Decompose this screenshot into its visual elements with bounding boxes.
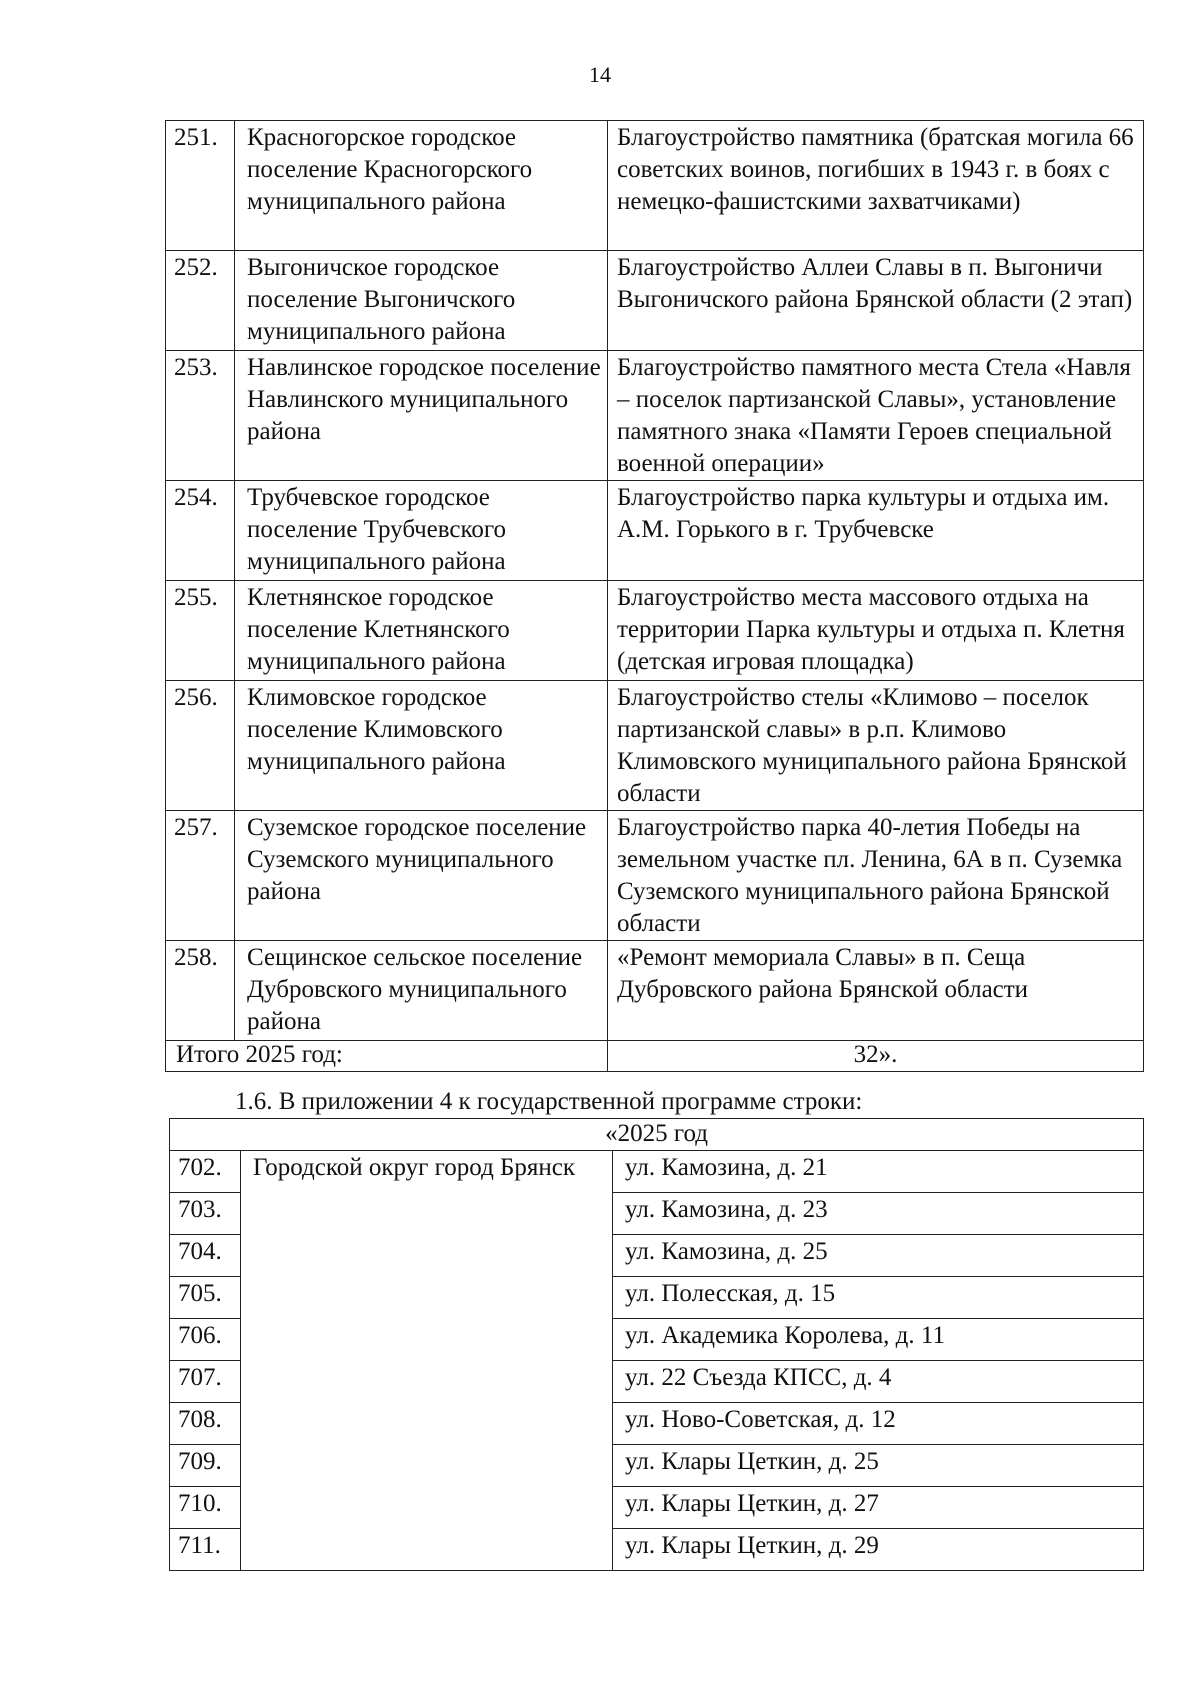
table-row (166, 581, 1144, 681)
municipality-cell: Навлинское городское поселение Навлинского муниципального района (235, 351, 608, 481)
row-number: 253. (166, 351, 235, 481)
municipality-cell: Красногорское городское поселение Красногорского муниципального района (235, 121, 608, 251)
row-number: 256. (166, 681, 235, 811)
addresses-table (169, 1118, 1144, 1571)
row-number: 710. (170, 1487, 241, 1529)
description-cell: «Ремонт мемориала Славы» в п. Сеща Дубровского района Брянской области (608, 941, 1144, 1041)
row-number: 255. (166, 581, 235, 681)
row-number: 711. (170, 1529, 241, 1571)
municipality-cell: Трубчевское городское поселение Трубчевского муниципального района (235, 481, 608, 581)
description-cell: Благоустройство парка культуры и отдыха им. А.М. Горького в г. Трубчевске (608, 481, 1144, 581)
description-cell: Благоустройство памятного места Стела «Навля – поселок партизанской Славы», установление памятного знака «Памяти Героев специальной военной операции» (608, 351, 1144, 481)
row-number: 708. (170, 1403, 241, 1445)
monuments-table (165, 120, 1144, 1072)
row-number: 251. (166, 121, 235, 251)
description-cell: Благоустройство парка 40-летия Победы на земельном участке пл. Ленина, 6А в п. Суземка Суземского муниципального района Брянской области (608, 811, 1144, 941)
row-number: 254. (166, 481, 235, 581)
total-label: Итого 2025 год: (166, 1041, 608, 1072)
table-row (166, 811, 1144, 941)
description-cell: Благоустройство памятника (братская могила 66 советских воинов, погибших в 1943 г. в боях с немецко-фашистскими захватчиками) (608, 121, 1144, 251)
page-number: 14 (589, 62, 611, 87)
address-cell: ул. Клары Цеткин, д. 25 (613, 1445, 1144, 1487)
total-value: 32». (608, 1041, 1144, 1072)
description-cell: Благоустройство места массового отдыха на территории Парка культуры и отдыха п. Клетня (детская игровая площадка) (608, 581, 1144, 681)
table-row (170, 1151, 1144, 1193)
address-cell: ул. Камозина, д. 23 (613, 1193, 1144, 1235)
address-cell: ул. Клары Цеткин, д. 29 (613, 1529, 1144, 1571)
row-number: 257. (166, 811, 235, 941)
amendment-paragraph: 1.6. В приложении 4 к государственной программе строки: (235, 1088, 863, 1115)
table-row (166, 351, 1144, 481)
description-cell: Благоустройство Аллеи Славы в п. Выгоничи Выгоничского района Брянской области (2 этап) (608, 251, 1144, 351)
row-number: 705. (170, 1277, 241, 1319)
row-number: 258. (166, 941, 235, 1041)
table-row (166, 481, 1144, 581)
table-row (166, 121, 1144, 251)
address-cell: ул. Камозина, д. 25 (613, 1235, 1144, 1277)
description-cell: Благоустройство стелы «Климово – поселок партизанской славы» в р.п. Климово Климовского муниципального района Брянской области (608, 681, 1144, 811)
municipality-cell: Климовское городское поселение Климовского муниципального района (235, 681, 608, 811)
municipality-cell: Суземское городское поселение Суземского муниципального района (235, 811, 608, 941)
row-number: 252. (166, 251, 235, 351)
municipality-cell: Сещинское сельское поселение Дубровского муниципального района (235, 941, 608, 1041)
municipality-cell: Выгоничское городское поселение Выгоничского муниципального района (235, 251, 608, 351)
row-number: 707. (170, 1361, 241, 1403)
row-number: 709. (170, 1445, 241, 1487)
municipality-cell: Городской округ город Брянск (241, 1151, 613, 1571)
row-number: 702. (170, 1151, 241, 1193)
address-cell: ул. Академика Королева, д. 11 (613, 1319, 1144, 1361)
address-cell: ул. Ново-Советская, д. 12 (613, 1403, 1144, 1445)
year-header: «2025 год (170, 1119, 1144, 1151)
year-header-row (170, 1119, 1144, 1151)
table-row (166, 681, 1144, 811)
municipality-cell: Клетнянское городское поселение Клетнянского муниципального района (235, 581, 608, 681)
row-number: 704. (170, 1235, 241, 1277)
total-row (166, 1041, 1144, 1072)
row-number: 703. (170, 1193, 241, 1235)
table-row (166, 251, 1144, 351)
address-cell: ул. Полесская, д. 15 (613, 1277, 1144, 1319)
table-row (166, 941, 1144, 1041)
row-number: 706. (170, 1319, 241, 1361)
address-cell: ул. 22 Съезда КПСС, д. 4 (613, 1361, 1144, 1403)
address-cell: ул. Клары Цеткин, д. 27 (613, 1487, 1144, 1529)
address-cell: ул. Камозина, д. 21 (613, 1151, 1144, 1193)
